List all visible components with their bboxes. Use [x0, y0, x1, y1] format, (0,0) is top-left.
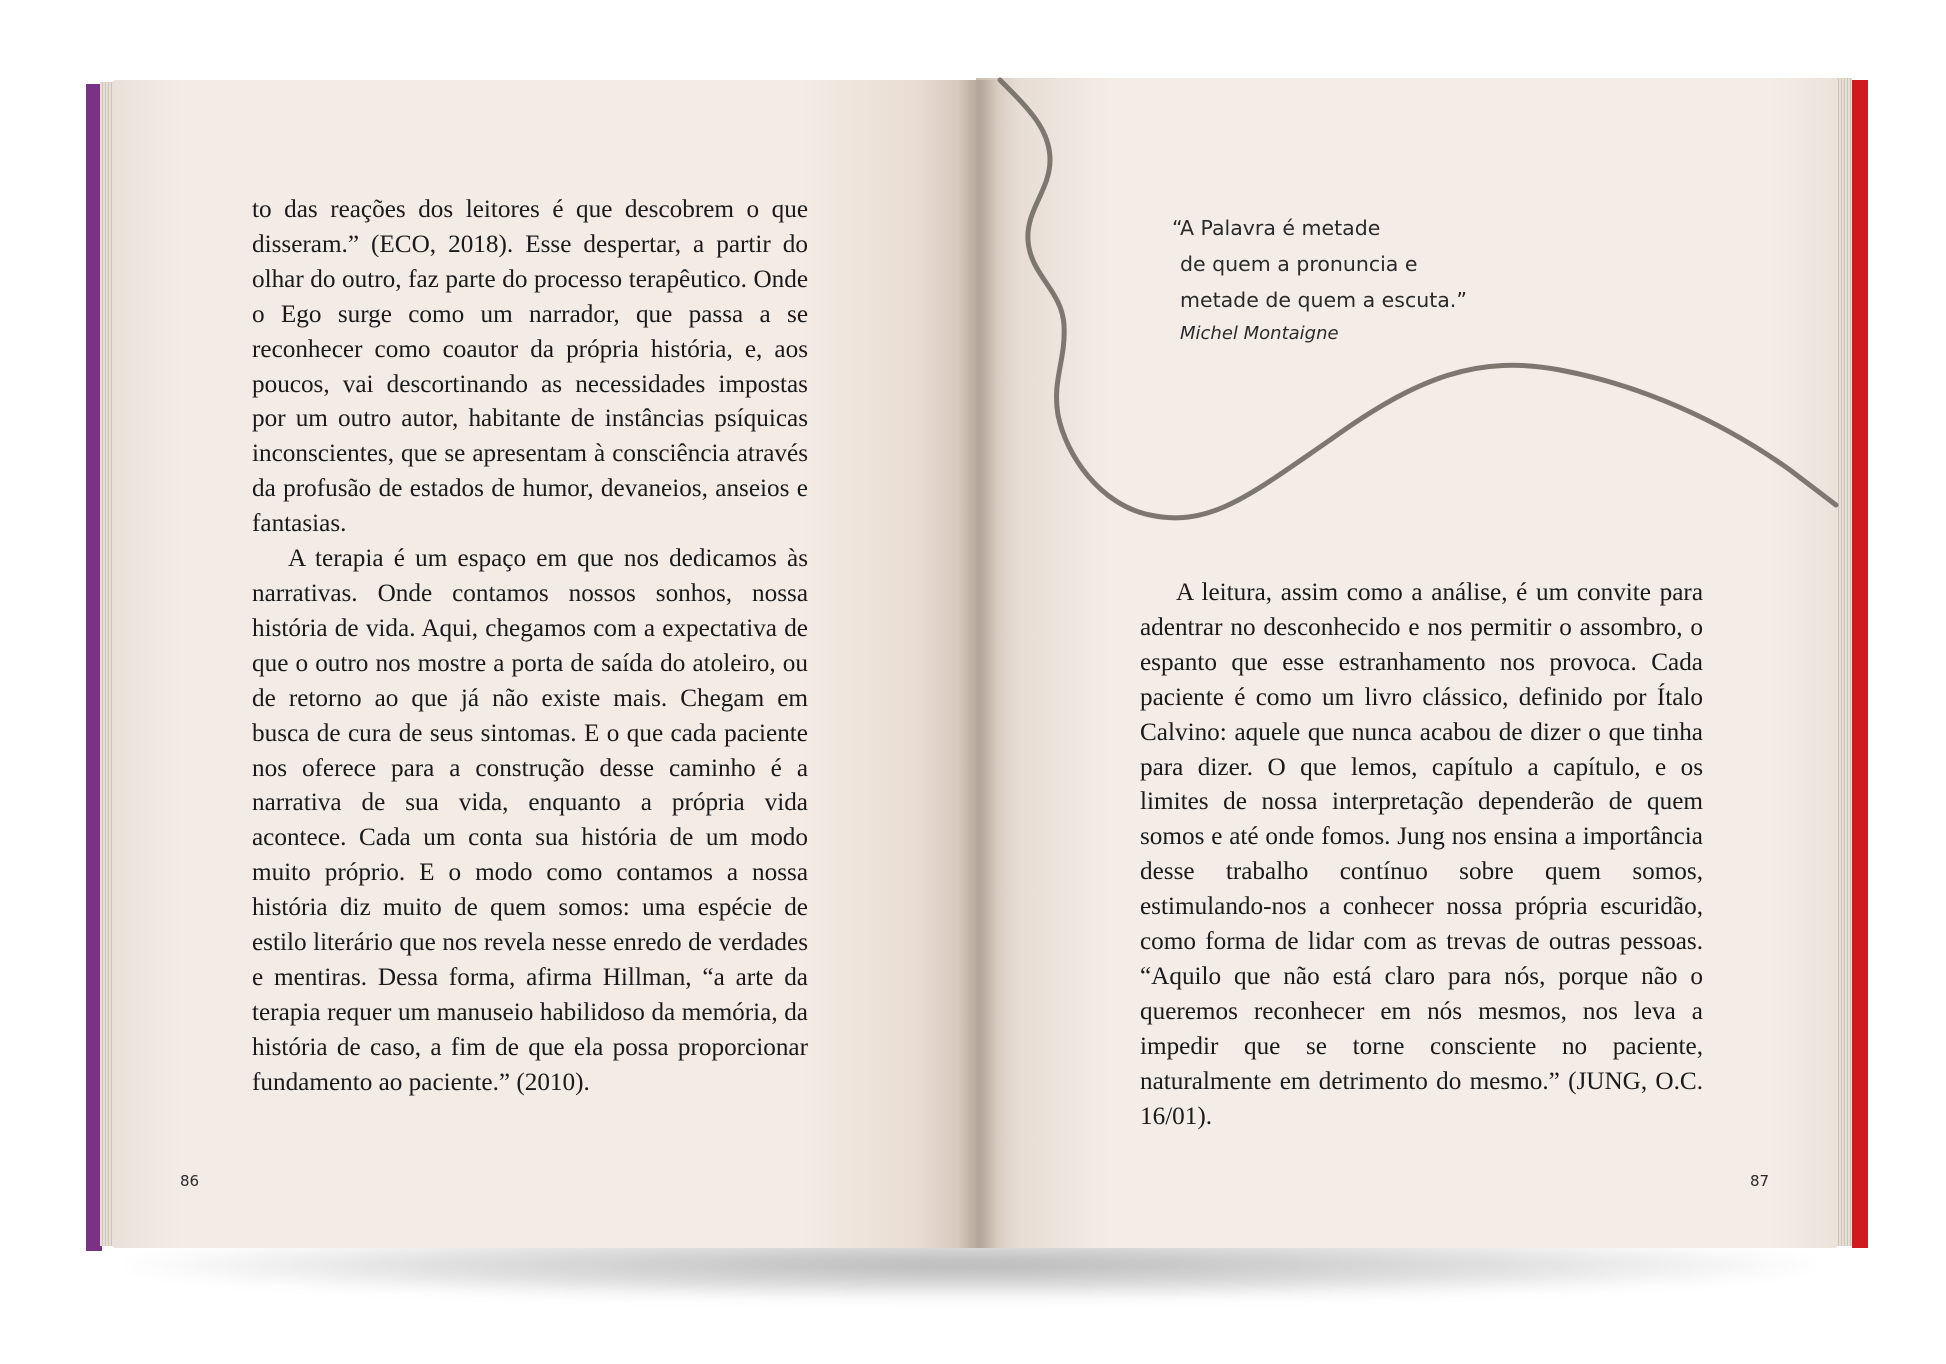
- epigraph-line: metade de quem a escuta.”: [1180, 288, 1467, 312]
- epigraph-line: “A Palavra é metade: [1172, 216, 1381, 240]
- book-gutter: [958, 80, 998, 1248]
- epigraph: [1172, 210, 1467, 352]
- epigraph-author: Michel Montaigne: [1180, 323, 1339, 344]
- page-number: 87: [1750, 1172, 1770, 1190]
- paragraph: A terapia é um espaço em que nos dedicamos às narrativas. Onde contamos nossos sonhos, nossa história de vida. Aqui, chegamos com a expectativa de que o outro nos mostre a porta de saída do atoleiro, ou de retorno ao que já não existe mais. Chegam em busca de cura de seus sintomas. E o que cada paciente nos oferece para a construção desse caminho é a narrativa de sua vida, enquanto a própria vida acontece. Cada um conta sua história de um modo muito próprio. E o modo como contamos a nossa história diz muito de quem somos: uma espécie de estilo literário que nos revela nesse enredo de verdades e mentiras. Dessa forma, afirma Hillman, “a arte da terapia requer um manuseio habilidoso da memória, da história de caso, a fim de que ela possa proporcionar fundamento ao paciente.” (2010).: [252, 545, 808, 1096]
- right-page-stack: [1836, 78, 1852, 1246]
- right-cover-edge: [1852, 80, 1868, 1248]
- right-page-body: [1140, 576, 1703, 1135]
- page-number: 86: [180, 1172, 200, 1190]
- left-page-body: [252, 193, 808, 1101]
- paragraph: A leitura, assim como a análise, é um convite para adentrar no desconhecido e nos permitir o assombro, o espanto que esse estranhamento nos provoca. Cada paciente é como um livro clássico, definido por Ítalo Calvino: aquele que nunca acabou de dizer o que tinha para dizer. O que lemos, capítulo a capítulo, e os limites de nossa interpretação dependerão de quem somos e até onde fomos. Jung nos ensina a importância desse trabalho contínuo sobre quem somos, estimulando-nos a conhecer nossa própria escuridão, como forma de lidar com as trevas de outras pessoas. “Aquilo que não está claro para nós, porque não o queremos reconhecer em nós mesmos, nos leva a impedir que se torne consciente no paciente, naturalmente em detrimento do mesmo.” (JUNG, O.C. 16/01).: [1140, 579, 1703, 1130]
- epigraph-line: de quem a pronuncia e: [1180, 252, 1418, 276]
- paragraph: to das reações dos leitores é que descobrem o que disseram.” (ECO, 2018). Esse despertar, a partir do olhar do outro, faz parte do processo terapêutico. Onde o Ego surge como um narrador, que passa a se reconhecer como coautor da própria história, e, aos poucos, vai descortinando as necessidades impostas por um outro autor, habitante de instâncias psíquicas inconscientes, que se apresentam à consciência através da profusão de estados de humor, devaneios, anseios e fantasias.: [252, 196, 808, 538]
